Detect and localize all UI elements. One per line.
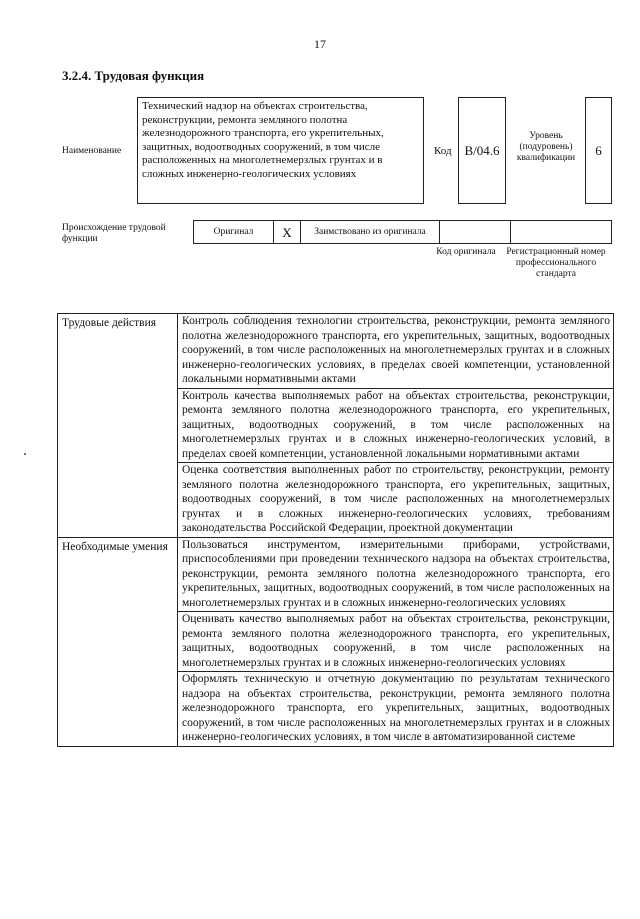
level-value: 6 [585, 97, 612, 204]
skills-label: Необходимые умения [58, 537, 178, 746]
level-label: Уровень (подуровень) квалификации [516, 131, 576, 163]
origin-table [193, 220, 612, 244]
stray-mark [24, 453, 26, 455]
table-row [58, 537, 614, 612]
naimenovanie-value: Технический надзор на объектах строительства, реконструкции, ремонта земляного полотна железнодорожного транспорта, его укрепительных, защитных, водоотводных сооружений, в том числе расположенных на многолетнемерзлых грунтах и в сложных инженерно-геологических условиях [137, 97, 424, 204]
labor-function-table [57, 313, 614, 747]
labor-actions-label: Трудовые действия [58, 314, 178, 538]
reg-number-cell [511, 221, 612, 244]
naimenovanie-label: Наименование [62, 146, 122, 156]
table-row [58, 314, 614, 389]
kod-original-cell [440, 221, 511, 244]
kod-value: В/04.6 [458, 97, 506, 204]
skill-1: Пользоваться инструментом, измерительными приборами, устройствами, приспособлениями при проведении технического надзора на объектах строительства, реконструкции, ремонта земляного полотна железнодорожного транспорта, его укрепительных, защитных, водоотводных сооружений, в том числе расположенных на многолетнемерзлых грунтах и в сложных инженерно-геологических условиях [178, 537, 614, 612]
kod-label: Код [434, 145, 452, 157]
page-number: 17 [314, 37, 326, 51]
origin-label: Происхождение трудовой функции [62, 223, 166, 244]
original-mark: X [274, 221, 301, 244]
labor-action-3: Оценка соответствия выполненных работ по строительству, реконструкции, ремонту земляного полотна железнодорожного транспорта, его укрепительных, защитных, водоотводных сооружений, в том числе расположенных на многолетнемерзлых грунтах и в сложных инженерно-геологических условиях, требованиям законодательства Российской Федерации, проектной документации [178, 463, 614, 538]
borrowed-label: Заимствовано из оригинала [301, 221, 440, 244]
labor-action-2: Контроль качества выполняемых работ на объектах строительства, реконструкции, ремонта земляного полотна железнодорожного транспорта, его укрепительных, защитных, водоотводных сооружений, в том числе расположенных на многолетнемерзлых грунтах и в сложных инженерно-геологических условий, в пределах своей компетенции, установленной локальными нормативными актами [178, 388, 614, 463]
kod-original-label: Код оригинала [436, 247, 496, 257]
original-label: Оригинал [194, 221, 274, 244]
section-title: 3.2.4. Трудовая функция [62, 68, 205, 83]
skill-2: Оценивать качество выполняемых работ на объектах строительства, реконструкции, ремонта земляного полотна железнодорожного транспорта, его укрепительных, защитных, водоотводных сооружений, в том числе расположенных на многолетнемерзлых грунтах и в сложных инженерно-геологических условиях [178, 612, 614, 672]
labor-action-1: Контроль соблюдения технологии строительства, реконструкции, ремонта земляного полотна железнодорожного транспорта, его укрепительных, защитных, водоотводных сооружений, в том числе расположенных на многолетнемерзлых грунтах и в сложных инженерно-геологических условиях, в пределах своей компетенции, установленной локальными нормативными актами [178, 314, 614, 389]
skill-3: Оформлять техническую и отчетную документацию по результатам технического надзора на объектах строительства, реконструкции, ремонта земляного полотна железнодорожного транспорта, его укрепительных, защитных, водоотводных сооружений, в том числе расположенных на многолетнемерзлых грунтах и в сложных инженерно-геологических условиях, в том числе в автоматизированной системе [178, 672, 614, 747]
reg-number-label: Регистрационный номер профессионального стандарта [506, 247, 606, 279]
